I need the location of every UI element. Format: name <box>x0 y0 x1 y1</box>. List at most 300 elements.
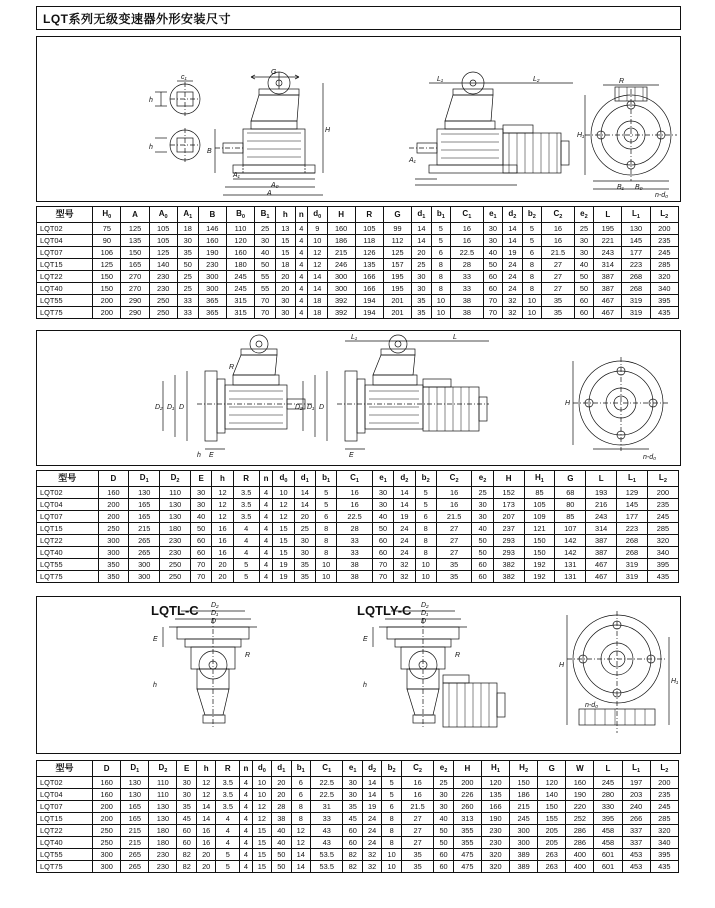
cell-value: 243 <box>594 247 622 259</box>
cell-value: 4 <box>259 571 273 583</box>
cell-value: 25 <box>177 283 198 295</box>
table-row <box>37 547 679 559</box>
cell-value: 8 <box>522 259 542 271</box>
cell-value: 14 <box>362 789 381 801</box>
cell-value: 4 <box>216 837 240 849</box>
cell-value: 389 <box>510 861 538 873</box>
cell-value: 130 <box>149 801 177 813</box>
cell-value: 121 <box>524 523 555 535</box>
cell-value: 50 <box>177 259 198 271</box>
cell-value: 4 <box>295 271 307 283</box>
cell-value: 14 <box>503 235 523 247</box>
column-header: G <box>555 471 586 487</box>
cell-model: LQT75 <box>37 571 99 583</box>
cell-value: 30 <box>255 235 276 247</box>
column-header: H <box>453 761 481 777</box>
cell-value: 40 <box>255 247 276 259</box>
cell-value: 27 <box>542 271 575 283</box>
column-header: $b_1$ <box>431 207 451 223</box>
svg-text:h: h <box>363 682 367 689</box>
cell-value: 25 <box>412 259 432 271</box>
table-row <box>37 861 679 873</box>
cell-value: 268 <box>617 547 648 559</box>
cell-model: LQT22 <box>37 271 93 283</box>
cell-value: 85 <box>524 487 555 499</box>
cell-value: 319 <box>622 307 650 319</box>
cell-value: 337 <box>622 825 650 837</box>
cell-value: 30 <box>343 777 362 789</box>
table-row <box>37 511 679 523</box>
svg-text:D₂: D₂ <box>295 404 303 411</box>
cell-value: 19 <box>503 247 523 259</box>
cell-value: 14 <box>394 499 415 511</box>
cell-value: 35 <box>401 849 433 861</box>
cell-value: 24 <box>503 271 523 283</box>
cell-value: 200 <box>93 801 121 813</box>
cell-value: 395 <box>594 813 622 825</box>
cell-value: 3.5 <box>216 801 240 813</box>
cell-value: 60 <box>472 559 493 571</box>
cell-model: LQT02 <box>37 777 93 789</box>
cell-value: 4 <box>240 813 252 825</box>
cell-value: 80 <box>555 499 586 511</box>
svg-text:R: R <box>245 652 251 659</box>
cell-value: 6 <box>291 789 310 801</box>
cell-value: 20 <box>212 559 233 571</box>
cell-value: 350 <box>98 559 129 571</box>
svg-text:L₂: L₂ <box>533 76 540 83</box>
cell-value: 387 <box>594 283 622 295</box>
column-header: $d_0$ <box>252 761 271 777</box>
cell-value: 157 <box>383 259 411 271</box>
cell-value: 15 <box>252 825 271 837</box>
svg-text:E: E <box>153 636 158 643</box>
svg-text:D₂: D₂ <box>155 404 163 411</box>
cell-value: 3.5 <box>216 789 240 801</box>
svg-text:R: R <box>619 78 625 85</box>
cell-value: 130 <box>160 499 191 511</box>
column-header: $L_2$ <box>650 207 678 223</box>
cell-value: 266 <box>622 813 650 825</box>
cell-value: 320 <box>481 849 509 861</box>
cell-value: 12 <box>212 499 233 511</box>
cell-value: 387 <box>594 271 622 283</box>
cell-value: 135 <box>355 259 383 271</box>
cell-value: 33 <box>337 535 373 547</box>
column-header: L <box>586 471 617 487</box>
cell-value: 230 <box>481 837 509 849</box>
cell-value: 129 <box>617 487 648 499</box>
cell-value: 16 <box>212 547 233 559</box>
cell-value: 230 <box>160 547 191 559</box>
cell-value: 4 <box>233 523 259 535</box>
cell-value: 300 <box>98 535 129 547</box>
cell-model: LQT55 <box>37 849 93 861</box>
svg-text:D₂: D₂ <box>421 602 429 609</box>
cell-value: 300 <box>198 271 226 283</box>
cell-value: 12 <box>196 777 215 789</box>
cell-value: 60 <box>574 307 594 319</box>
cell-value: 216 <box>586 499 617 511</box>
cell-value: 12 <box>252 801 271 813</box>
cell-value: 20 <box>196 849 215 861</box>
cell-value: 265 <box>121 849 149 861</box>
column-header: $e_1$ <box>372 471 393 487</box>
cell-value: 25 <box>177 271 198 283</box>
cell-value: 165 <box>121 813 149 825</box>
drawing-svg-1 <box>37 37 680 201</box>
cell-value: 99 <box>383 223 411 235</box>
cell-value: 20 <box>272 777 291 789</box>
column-header-model: 型号 <box>37 761 93 777</box>
column-header: B <box>198 207 226 223</box>
cell-value: 4 <box>240 837 252 849</box>
cell-value: 4 <box>240 861 252 873</box>
cell-value: 4 <box>259 511 273 523</box>
cell-value: 125 <box>149 247 177 259</box>
column-header: R <box>355 207 383 223</box>
cell-value: 435 <box>650 861 678 873</box>
cell-value: 395 <box>650 295 678 307</box>
cell-value: 118 <box>355 235 383 247</box>
cell-value: 5 <box>216 849 240 861</box>
cell-value: 250 <box>149 295 177 307</box>
cell-value: 3.5 <box>233 487 259 499</box>
cell-value: 165 <box>129 499 160 511</box>
cell-value: 4 <box>259 499 273 511</box>
column-header: $C_1$ <box>311 761 343 777</box>
cell-value: 194 <box>355 307 383 319</box>
column-header: R <box>233 471 259 487</box>
cell-value: 263 <box>538 861 566 873</box>
cell-value: 230 <box>149 849 177 861</box>
cell-value: 5 <box>382 777 401 789</box>
cell-value: 125 <box>121 223 149 235</box>
cell-value: 110 <box>160 487 191 499</box>
cell-value: 190 <box>198 247 226 259</box>
cell-value: 50 <box>255 259 276 271</box>
column-header: $e_2$ <box>434 761 453 777</box>
column-header: $L_1$ <box>622 761 650 777</box>
cell-value: 8 <box>382 813 401 825</box>
cell-value: 160 <box>566 777 594 789</box>
svg-text:L: L <box>453 334 457 341</box>
cell-value: 146 <box>198 223 226 235</box>
cell-model: LQT04 <box>37 789 93 801</box>
column-header: $B_0$ <box>226 207 254 223</box>
cell-model: LQT55 <box>37 295 93 307</box>
cell-value: 33 <box>177 307 198 319</box>
cell-value: 4 <box>233 535 259 547</box>
svg-text:D: D <box>211 618 217 625</box>
cell-value: 200 <box>98 499 129 511</box>
svg-text:R: R <box>455 652 461 659</box>
spec-table-2 <box>36 470 679 583</box>
cell-value: 268 <box>622 283 650 295</box>
cell-model: LQT02 <box>37 223 93 235</box>
column-header: D <box>98 471 129 487</box>
cell-value: 250 <box>160 571 191 583</box>
cell-value: 453 <box>622 861 650 873</box>
cell-value: 286 <box>566 825 594 837</box>
cell-value: 180 <box>160 523 191 535</box>
cell-value: 237 <box>493 523 524 535</box>
cell-value: 230 <box>149 283 177 295</box>
svg-text:H₁: H₁ <box>577 132 585 139</box>
cell-value: 300 <box>93 861 121 873</box>
cell-value: 38 <box>451 307 484 319</box>
cell-value: 12 <box>291 825 310 837</box>
cell-value: 27 <box>436 523 472 535</box>
cell-value: 33 <box>451 271 484 283</box>
cell-value: 601 <box>594 849 622 861</box>
cell-value: 5 <box>315 487 336 499</box>
cell-value: 16 <box>451 235 484 247</box>
cell-value: 130 <box>121 789 149 801</box>
svg-text:h: h <box>149 144 153 151</box>
cell-value: 12 <box>308 247 328 259</box>
table-row <box>37 283 679 295</box>
cell-value: 9 <box>308 223 328 235</box>
cell-value: 20 <box>272 789 291 801</box>
cell-value: 16 <box>337 487 373 499</box>
cell-value: 24 <box>503 283 523 295</box>
cell-value: 200 <box>93 307 121 319</box>
cell-value: 16 <box>196 825 215 837</box>
cell-value: 25 <box>472 487 493 499</box>
cell-value: 6 <box>522 247 542 259</box>
cell-value: 75 <box>93 223 121 235</box>
cell-value: 221 <box>594 235 622 247</box>
cell-value: 215 <box>129 523 160 535</box>
svg-text:A₁: A₁ <box>233 172 240 179</box>
svg-text:D₁: D₁ <box>307 404 315 411</box>
cell-value: 27 <box>542 283 575 295</box>
cell-value: 21.5 <box>542 247 575 259</box>
cell-value: 24 <box>362 825 381 837</box>
cell-value: 4 <box>240 801 252 813</box>
drawing-caption-lqtl-c <box>151 603 199 618</box>
cell-value: 30 <box>574 247 594 259</box>
column-header: $D_1$ <box>121 761 149 777</box>
cell-value: 177 <box>622 247 650 259</box>
cell-value: 8 <box>415 535 436 547</box>
cell-value: 25 <box>255 223 276 235</box>
cell-value: 173 <box>493 499 524 511</box>
cell-value: 60 <box>574 295 594 307</box>
cell-model: LQT15 <box>37 523 99 535</box>
cell-value: 38 <box>272 813 291 825</box>
cell-value: 18 <box>308 307 328 319</box>
cell-value: 10 <box>315 571 336 583</box>
column-header: A <box>121 207 149 223</box>
svg-text:D₁: D₁ <box>421 610 429 617</box>
cell-value: 245 <box>510 813 538 825</box>
cell-value: 365 <box>198 307 226 319</box>
cell-value: 286 <box>566 837 594 849</box>
cell-value: 125 <box>93 259 121 271</box>
table-row <box>37 499 679 511</box>
cell-value: 250 <box>93 837 121 849</box>
cell-value: 25 <box>574 223 594 235</box>
cell-value: 300 <box>510 825 538 837</box>
cell-value: 55 <box>255 271 276 283</box>
svg-text:H₁: H₁ <box>671 678 679 685</box>
svg-text:h: h <box>197 452 201 459</box>
cell-value: 14 <box>412 223 432 235</box>
cell-value: 20 <box>276 283 296 295</box>
cell-value: 35 <box>177 247 198 259</box>
cell-value: 10 <box>522 307 542 319</box>
cell-value: 32 <box>503 295 523 307</box>
cell-value: 190 <box>566 789 594 801</box>
cell-value: 107 <box>555 523 586 535</box>
cell-value: 285 <box>647 523 678 535</box>
cell-value: 223 <box>617 523 648 535</box>
cell-value: 300 <box>198 283 226 295</box>
cell-value: 60 <box>483 283 503 295</box>
cell-value: 35 <box>436 571 472 583</box>
table-header-row <box>37 761 679 777</box>
cell-value: 18 <box>276 259 296 271</box>
cell-value: 24 <box>362 813 381 825</box>
cell-value: 3.5 <box>216 777 240 789</box>
column-header: $d_2$ <box>362 761 381 777</box>
cell-value: 392 <box>327 295 355 307</box>
table-header-row <box>37 471 679 487</box>
cell-value: 32 <box>394 559 415 571</box>
cell-value: 50 <box>434 837 453 849</box>
table-row <box>37 271 679 283</box>
column-header: $D_2$ <box>160 471 191 487</box>
table-row <box>37 789 679 801</box>
column-header: $b_1$ <box>291 761 310 777</box>
cell-value: 16 <box>401 777 433 789</box>
cell-value: 19 <box>394 511 415 523</box>
cell-value: 8 <box>382 837 401 849</box>
cell-value: 400 <box>566 861 594 873</box>
cell-value: 340 <box>650 837 678 849</box>
cell-value: 30 <box>177 235 198 247</box>
cell-value: 265 <box>129 547 160 559</box>
cell-value: 32 <box>362 861 381 873</box>
cell-value: 458 <box>594 825 622 837</box>
cell-value: 35 <box>294 559 315 571</box>
cell-value: 10 <box>415 571 436 583</box>
svg-text:D: D <box>319 404 325 411</box>
cell-value: 435 <box>650 307 678 319</box>
cell-value: 166 <box>355 271 383 283</box>
svg-text:D: D <box>179 404 185 411</box>
cell-value: 250 <box>93 825 121 837</box>
cell-value: 4 <box>295 283 307 295</box>
cell-value: 245 <box>647 511 678 523</box>
cell-value: 45 <box>343 813 362 825</box>
column-header: $A_0$ <box>149 207 177 223</box>
cell-value: 12 <box>291 837 310 849</box>
cell-value: 30 <box>177 777 196 789</box>
cell-value: 330 <box>594 801 622 813</box>
svg-text:H: H <box>565 400 571 407</box>
cell-value: 27 <box>401 837 433 849</box>
cell-value: 27 <box>401 825 433 837</box>
cell-value: 35 <box>412 307 432 319</box>
cell-value: 33 <box>337 547 373 559</box>
column-header: $L_2$ <box>650 761 678 777</box>
svg-text:E: E <box>349 452 354 459</box>
column-header: $d_0$ <box>308 207 328 223</box>
cell-model: LQT75 <box>37 861 93 873</box>
cell-value: 15 <box>276 235 296 247</box>
cell-value: 4 <box>295 247 307 259</box>
cell-value: 8 <box>415 547 436 559</box>
cell-value: 110 <box>149 777 177 789</box>
cell-value: 389 <box>510 849 538 861</box>
cell-value: 14 <box>308 283 328 295</box>
column-header: $H_1$ <box>524 471 555 487</box>
cell-value: 197 <box>622 777 650 789</box>
column-header: $L_1$ <box>622 207 650 223</box>
cell-value: 24 <box>362 837 381 849</box>
cell-value: 24 <box>503 259 523 271</box>
cell-value: 70 <box>372 559 393 571</box>
cell-value: 155 <box>538 813 566 825</box>
cell-value: 263 <box>538 849 566 861</box>
cell-value: 165 <box>129 511 160 523</box>
table-row <box>37 535 679 547</box>
cell-value: 112 <box>383 235 411 247</box>
cell-value: 230 <box>149 271 177 283</box>
cell-value: 35 <box>542 307 575 319</box>
column-header: $e_2$ <box>574 207 594 223</box>
cell-value: 60 <box>177 837 196 849</box>
cell-model: LQT40 <box>37 547 99 559</box>
cell-value: 30 <box>483 235 503 247</box>
column-header: n <box>295 207 307 223</box>
cell-value: 16 <box>401 789 433 801</box>
column-header: $D_1$ <box>129 471 160 487</box>
cell-value: 8 <box>315 547 336 559</box>
cell-value: 265 <box>129 535 160 547</box>
cell-value: 22.5 <box>311 789 343 801</box>
cell-value: 467 <box>586 571 617 583</box>
cell-value: 8 <box>291 801 310 813</box>
spec-table-1 <box>36 206 679 319</box>
cell-value: 16 <box>212 535 233 547</box>
cell-value: 16 <box>212 523 233 535</box>
table-row <box>37 259 679 271</box>
cell-value: 14 <box>294 499 315 511</box>
cell-value: 22.5 <box>451 247 484 259</box>
cell-value: 30 <box>276 307 296 319</box>
column-header: h <box>196 761 215 777</box>
cell-value: 314 <box>586 523 617 535</box>
cell-value: 40 <box>472 523 493 535</box>
cell-value: 8 <box>522 283 542 295</box>
cell-value: 24 <box>394 535 415 547</box>
cell-value: 4 <box>295 295 307 307</box>
cell-value: 195 <box>383 271 411 283</box>
caption-rest-1: L-C <box>177 603 199 618</box>
cell-value: 467 <box>594 295 622 307</box>
cell-value: 240 <box>622 801 650 813</box>
cell-value: 50 <box>472 535 493 547</box>
column-header: $H_0$ <box>93 207 121 223</box>
cell-value: 193 <box>586 487 617 499</box>
cell-value: 4 <box>295 259 307 271</box>
cell-value: 35 <box>436 559 472 571</box>
cell-value: 19 <box>362 801 381 813</box>
